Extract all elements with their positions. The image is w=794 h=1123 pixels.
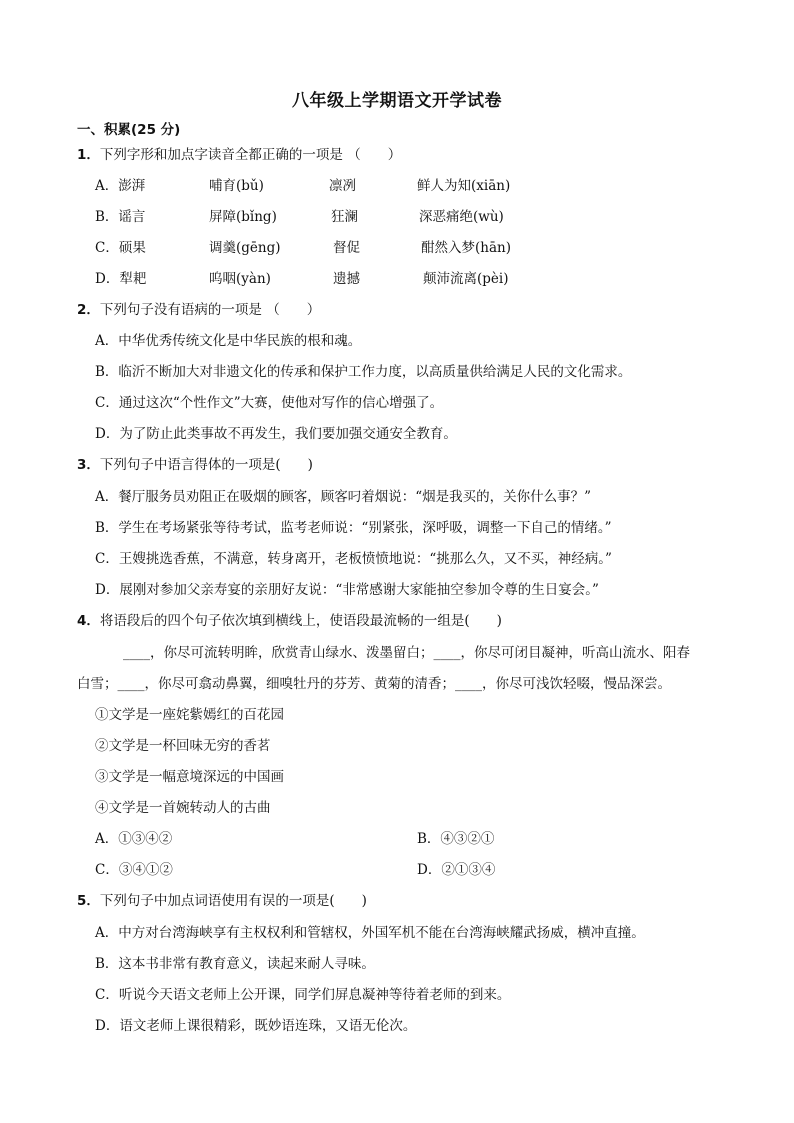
question-number: 2． [77, 302, 100, 318]
q3-option-d: D．展刚对参加父亲寿宴的亲朋好友说：“非常感谢大家能抽空参加令尊的生日宴会。” [95, 582, 599, 598]
question-number: 4． [77, 613, 100, 629]
q5-option-b: B．这本书非常有教育意义，读起来耐人寻味。 [95, 956, 375, 972]
question-5 [77, 892, 367, 910]
q3-option-c: C．王嫂挑选香蕉，不满意，转身离开，老板愤愤地说：“挑那么久，又不买，神经病。” [95, 551, 612, 567]
q5-option-d: D．语文老师上课很精彩，既妙语连珠，又语无伦次。 [95, 1018, 417, 1034]
question-2 [77, 301, 320, 319]
question-3 [77, 456, 313, 474]
question-text: 下列句子没有语病的一项是 （ ） [99, 302, 321, 318]
question-number: 3． [77, 457, 100, 473]
question-1 [77, 146, 401, 164]
q3-option-b: B．学生在考场紧张等待考试，监考老师说：“别紧张，深呼吸，调整一下自己的情绪。” [95, 520, 612, 536]
q1-option-a-word-2: 哺育(bǔ) [209, 178, 264, 194]
q1-option-a-word-4: 鲜人为知(xiān) [417, 178, 511, 194]
section-heading: 一、积累(25 分) [77, 122, 181, 138]
q4-option-c: C．③④①② [95, 862, 173, 878]
q2-option-d: D．为了防止此类事故不再发生，我们要加强交通安全教育。 [95, 426, 457, 442]
question-text: 下列句子中加点词语使用有误的一项是( ) [99, 893, 367, 909]
q5-option-a: A．中方对台湾海峡享有主权权利和管辖权，外国军机不能在台湾海峡耀武扬威，横冲直撞。 [95, 925, 645, 941]
q4-sentence-1: ①文学是一座姹紫嫣红的百花园 [95, 707, 284, 723]
q3-option-a: A．餐厅服务员劝阻正在吸烟的顾客，顾客叼着烟说：“烟是我买的，关你什么事？” [95, 489, 592, 505]
q1-option-c-word-2: 调羹(gēng) [209, 240, 281, 256]
q1-option-c: C．硕果 [95, 240, 146, 256]
q1-option-b: B．谣言 [95, 209, 146, 225]
question-number: 5． [77, 893, 100, 909]
q4-sentence-3: ③文学是一幅意境深远的中国画 [95, 769, 284, 785]
question-4 [77, 612, 502, 630]
q1-option-a: A．澎湃 [95, 178, 146, 194]
q4-sentence-2: ②文学是一杯回味无穷的香茗 [95, 738, 271, 754]
q1-option-b-word-2: 屏障(bǐng) [209, 209, 277, 225]
q4-passage-line-2: 白雪；____，你尽可翕动鼻翼，细嗅牡丹的芬芳、黄菊的清香；____，你尽可浅饮轻啜，慢品深尝。 [77, 676, 671, 692]
q4-option-b: B．④③②① [417, 831, 495, 847]
question-text: 下列字形和加点字读音全都正确的一项是 （ ） [99, 147, 402, 163]
page-title: 八年级上学期语文开学试卷 [292, 91, 502, 111]
q1-option-d: D．犁耙 [95, 271, 147, 287]
q1-option-d-word-3: 遗撼 [333, 271, 360, 287]
q5-option-c: C．听说今天语文老师上公开课，同学们屏息凝神等待着老师的到来。 [95, 987, 511, 1003]
q4-option-a: A．①③④② [95, 831, 173, 847]
question-number: 1． [77, 147, 100, 163]
q4-sentence-4: ④文学是一首婉转动人的古曲 [95, 800, 271, 816]
q2-option-c: C．通过这次“个性作文”大赛，使他对写作的信心增强了。 [95, 395, 444, 411]
q1-option-b-word-3: 狂澜 [331, 209, 358, 225]
q4-option-d: D．②①③④ [417, 862, 496, 878]
q1-option-b-word-4: 深恶痛绝(wù) [419, 209, 504, 225]
q2-option-b: B．临沂不断加大对非遗文化的传承和保护工作力度，以高质量供给满足人民的文化需求。 [95, 364, 632, 380]
q1-option-d-word-2: 呜咽(yàn) [209, 271, 271, 287]
question-text: 将语段后的四个句子依次填到横线上，使语段最流畅的一组是( ) [99, 613, 502, 629]
q2-option-a: A．中华优秀传统文化是中华民族的根和魂。 [95, 333, 362, 349]
q1-option-a-word-3: 凛冽 [329, 178, 356, 194]
q4-passage-line-1: ____，你尽可流转明眸，欣赏青山绿水、泼墨留白；____，你尽可闭目凝神，听高山流水、阳春 [123, 645, 690, 661]
q1-option-c-word-4: 酣然入梦(hān) [421, 240, 511, 256]
q1-option-d-word-4: 颠沛流离(pèi) [423, 271, 509, 287]
q1-option-c-word-3: 督促 [333, 240, 360, 256]
question-text: 下列句子中语言得体的一项是( ) [99, 457, 313, 473]
